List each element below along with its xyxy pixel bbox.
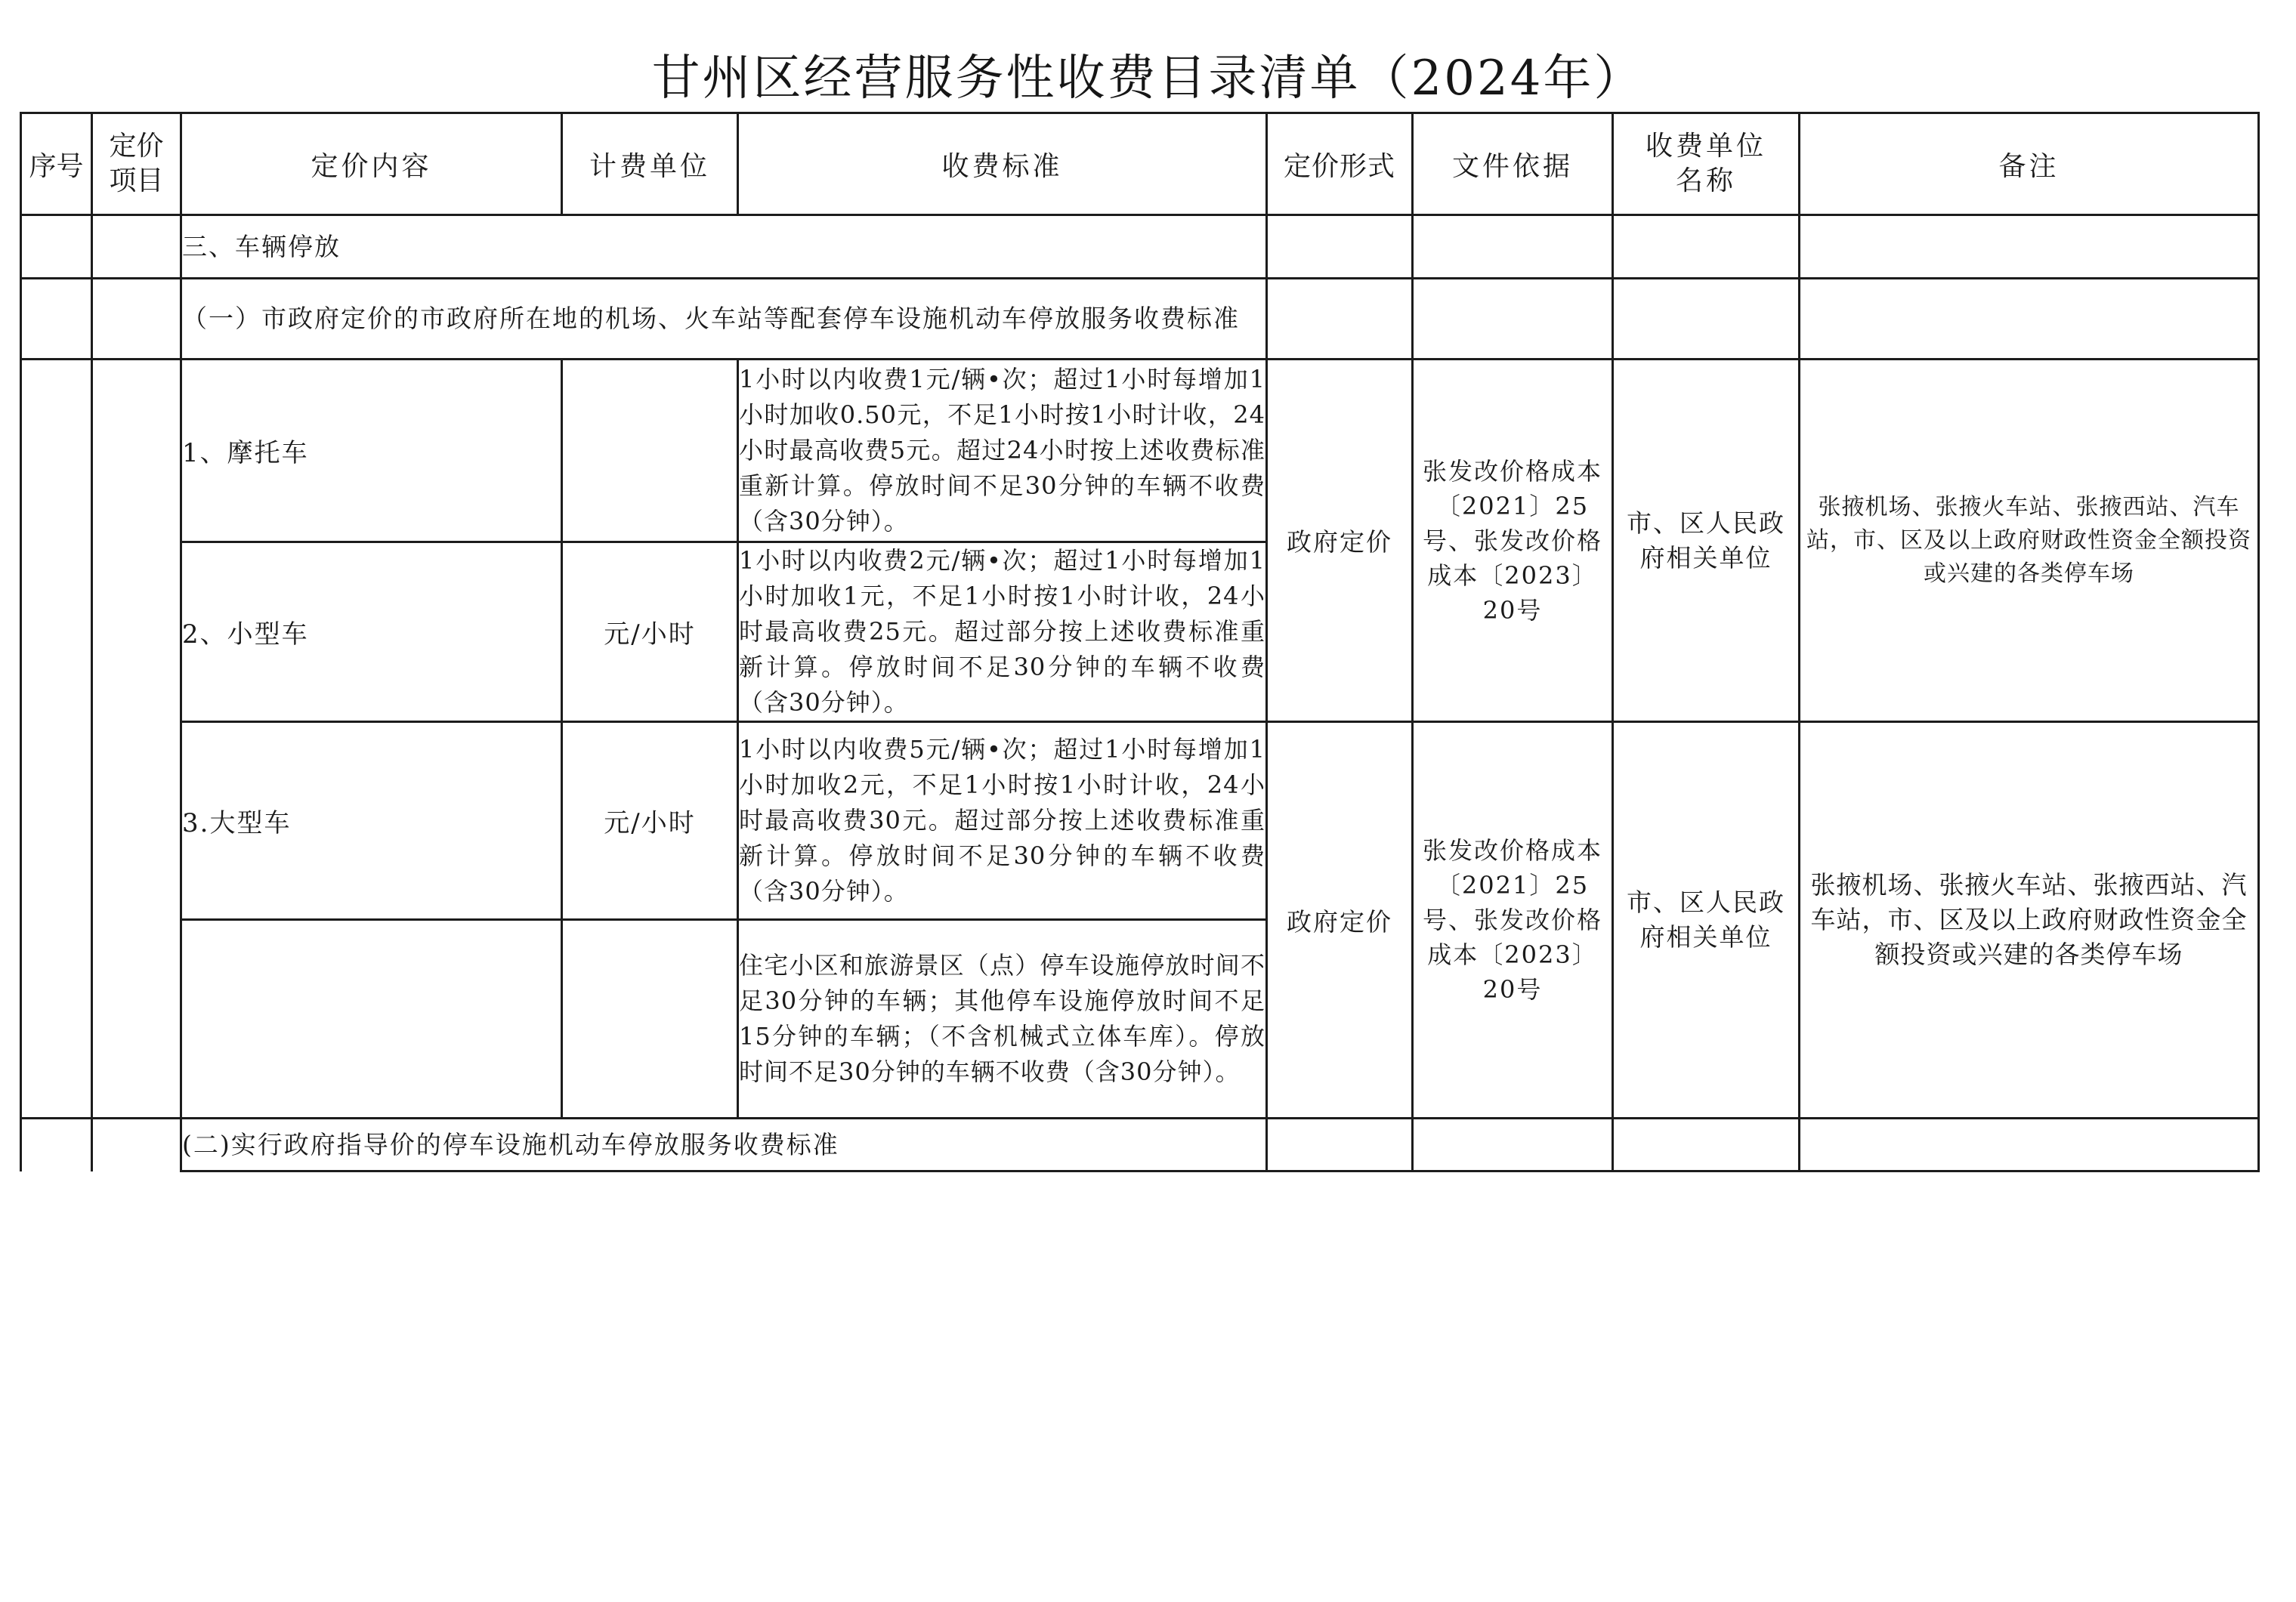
unit-cell xyxy=(562,360,738,542)
note-cell: 张掖机场、张掖火车站、张掖西站、汽车站，市、区及以上政府财政性资金全额投资或兴建的各类停车场 xyxy=(1800,360,2259,722)
empty-cell xyxy=(1267,215,1413,279)
col-note: 备注 xyxy=(1800,113,2259,215)
col-unit: 计费单位 xyxy=(562,113,738,215)
header-row xyxy=(21,113,2259,215)
basis-cell: 张发改价格成本〔2021〕25号、张发改价格成本〔2023〕20号 xyxy=(1413,360,1613,722)
empty-cell xyxy=(1413,1119,1613,1171)
page-title: 甘州区经营服务性收费目录清单（2024年） xyxy=(651,51,1645,106)
subsection-row xyxy=(21,279,2259,360)
empty-cell xyxy=(1413,279,1613,360)
col-org-line1: 收费单位 xyxy=(1645,131,1766,162)
empty-cell xyxy=(1413,215,1613,279)
basis-cell: 张发改价格成本〔2021〕25号、张发改价格成本〔2023〕20号 xyxy=(1413,722,1613,1119)
form-cell: 政府定价 xyxy=(1267,360,1413,722)
section-row xyxy=(21,215,2259,279)
standard-cell: 1小时以内收费5元/辆•次；超过1小时每增加1小时加收2元，不足1小时按1小时计收，24小时最高收费30元。超过部分按上述收费标准重新计算。停放时间不足30分钟的车辆不收费（含30分钟）。 xyxy=(738,722,1267,920)
unit-cell: 元/小时 xyxy=(562,542,738,722)
subsection-title: （一）市政府定价的市政府所在地的机场、火车站等配套停车设施机动车停放服务收费标准 xyxy=(181,279,1267,360)
seq-cell xyxy=(21,215,92,279)
col-basis: 文件依据 xyxy=(1413,113,1613,215)
content-cell: 3.大型车 xyxy=(181,722,562,920)
unit-cell: 元/小时 xyxy=(562,722,738,920)
subsection-title: (二)实行政府指导价的停车设施机动车停放服务收费标准 xyxy=(181,1119,1267,1171)
empty-cell xyxy=(1613,215,1800,279)
col-content: 定价内容 xyxy=(181,113,562,215)
empty-cell xyxy=(1800,215,2259,279)
unit-cell xyxy=(562,920,738,1119)
content-cell xyxy=(181,920,562,1119)
table-row xyxy=(21,722,2259,920)
empty-cell xyxy=(1613,1119,1800,1171)
col-form: 定价形式 xyxy=(1267,113,1413,215)
col-item-line2: 项目 xyxy=(109,165,164,196)
form-cell: 政府定价 xyxy=(1267,722,1413,1119)
col-seq: 序号 xyxy=(21,113,92,215)
standard-cell: 住宅小区和旅游景区（点）停车设施停放时间不足30分钟的车辆；其他停车设施停放时间不足15分钟的车辆；（不含机械式立体车库）。停放时间不足30分钟的车辆不收费（含30分钟）。 xyxy=(738,920,1267,1119)
fee-table xyxy=(20,112,2260,1172)
note-cell: 张掖机场、张掖火车站、张掖西站、汽车站，市、区及以上政府财政性资金全额投资或兴建的各类停车场 xyxy=(1800,722,2259,1119)
col-org xyxy=(1613,113,1800,215)
seq-cell xyxy=(21,279,92,360)
item-cell xyxy=(92,1119,181,1171)
content-cell: 1、摩托车 xyxy=(181,360,562,542)
col-org-line2: 名称 xyxy=(1675,165,1736,196)
item-cell xyxy=(92,215,181,279)
item-cell xyxy=(92,360,181,1119)
section-title: 三、车辆停放 xyxy=(181,215,1267,279)
org-cell: 市、区人民政府相关单位 xyxy=(1613,360,1800,722)
subsection-row xyxy=(21,1119,2259,1171)
table-row xyxy=(21,360,2259,542)
col-item-line1: 定价 xyxy=(109,131,164,162)
content-cell: 2、小型车 xyxy=(181,542,562,722)
empty-cell xyxy=(1613,279,1800,360)
empty-cell xyxy=(1267,1119,1413,1171)
item-cell xyxy=(92,279,181,360)
col-item xyxy=(92,113,181,215)
standard-cell: 1小时以内收费2元/辆•次；超过1小时每增加1小时加收1元，不足1小时按1小时计收，24小时最高收费25元。超过部分按上述收费标准重新计算。停放时间不足30分钟的车辆不收费（含30分钟）。 xyxy=(738,542,1267,722)
empty-cell xyxy=(1800,279,2259,360)
standard-cell: 1小时以内收费1元/辆•次；超过1小时每增加1小时加收0.50元，不足1小时按1小时计收，24小时最高收费5元。超过24小时按上述收费标准重新计算。停放时间不足30分钟的车辆不收费（含30分钟）。 xyxy=(738,360,1267,542)
seq-cell xyxy=(21,1119,92,1171)
empty-cell xyxy=(1800,1119,2259,1171)
seq-cell xyxy=(21,360,92,1119)
org-cell: 市、区人民政府相关单位 xyxy=(1613,722,1800,1119)
empty-cell xyxy=(1267,279,1413,360)
col-standard: 收费标准 xyxy=(738,113,1267,215)
